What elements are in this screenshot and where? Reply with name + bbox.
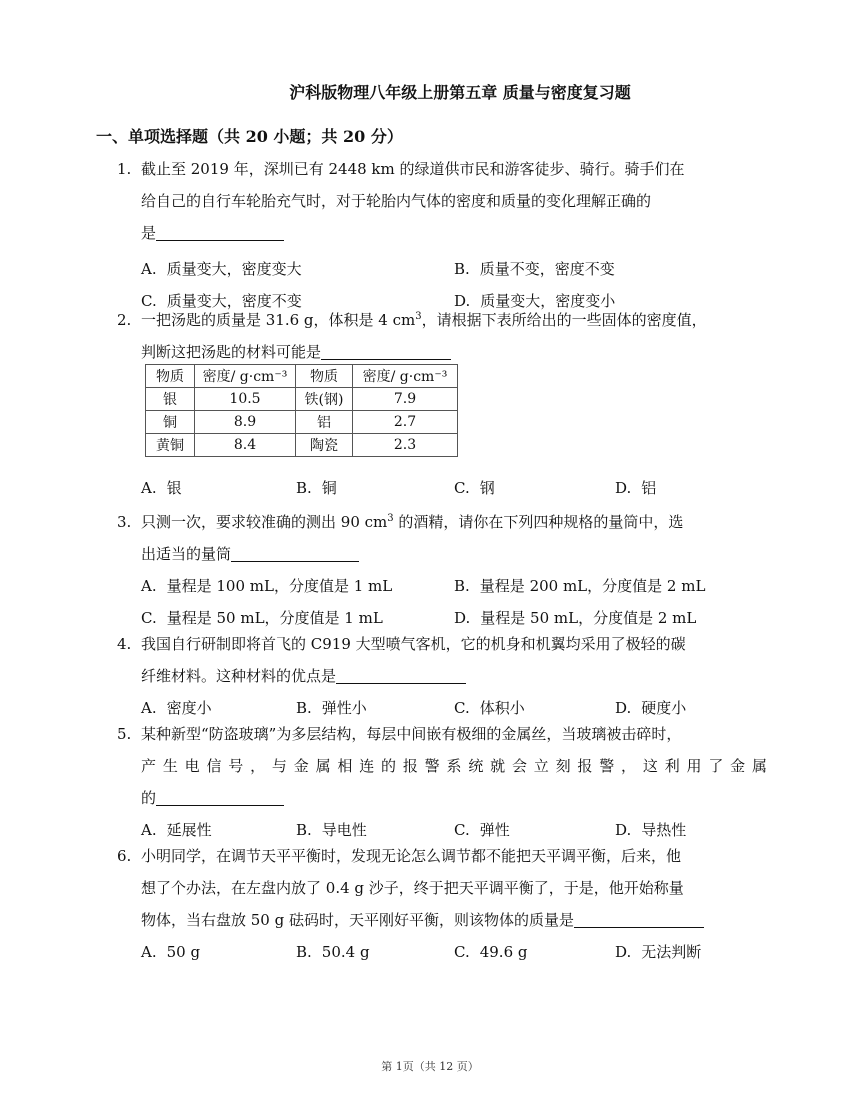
- question-1: [117, 153, 767, 317]
- options-row: [117, 253, 767, 285]
- option-d[interactable]: D. 导热性: [615, 821, 687, 839]
- table-cell: 铁(钢): [296, 388, 353, 411]
- option-b[interactable]: B. 弹性小: [296, 699, 367, 717]
- question-1-stem: [117, 153, 767, 249]
- option-d[interactable]: D. 无法判断: [615, 943, 702, 961]
- page-footer: 第 1页（共 12 页）: [381, 1060, 479, 1073]
- density-table: [145, 364, 458, 457]
- question-line: 是: [141, 224, 157, 242]
- superscript: 3: [415, 311, 422, 322]
- answer-blank[interactable]: [321, 341, 451, 360]
- question-5-stem: [117, 718, 767, 814]
- question-number: 4.: [117, 635, 132, 653]
- question-line: 一把汤匙的质量是 31.6 g，体积是 4 cm: [141, 311, 416, 329]
- table-header: 物质: [296, 365, 353, 388]
- question-line: 想了个办法，在左盘内放了 0.4 g 沙子，终于把天平调平衡了，于是，他开始称量: [141, 879, 684, 897]
- table-row: [146, 411, 458, 434]
- option-b[interactable]: B. 铜: [296, 479, 337, 497]
- option-c[interactable]: C. 49.6 g: [454, 943, 528, 961]
- question-line: 只测一次，要求较准确的测出 90 cm: [141, 513, 388, 531]
- option-d[interactable]: D. 硬度小: [615, 699, 687, 717]
- answer-blank[interactable]: [231, 543, 359, 562]
- answer-blank[interactable]: [156, 222, 284, 241]
- question-2-options: [117, 472, 767, 504]
- question-line: 我国自行研制即将首飞的 C919 大型喷气客机，它的机身和机翼均采用了极轻的碳: [141, 635, 686, 653]
- table-cell: 铝: [296, 411, 353, 434]
- option-b[interactable]: B. 量程是 200 mL，分度值是 2 mL: [454, 577, 706, 595]
- superscript: 3: [387, 513, 394, 524]
- question-number: 1.: [117, 160, 132, 178]
- section-heading: 一、单项选择题（共 20 小题；共 20 分）: [96, 127, 403, 146]
- question-2-stem: [117, 304, 767, 368]
- answer-blank[interactable]: [156, 787, 284, 806]
- question-line: ，请根据下表所给出的一些固体的密度值，: [421, 311, 707, 329]
- question-line-last: [117, 217, 767, 249]
- option-b[interactable]: B. 质量不变，密度不变: [454, 260, 615, 278]
- table-cell: 铜: [146, 411, 195, 434]
- question-3: [117, 506, 767, 634]
- question-line: 产生电信号，与金属相连的报警系统就会立刻报警，这利用了金属: [141, 757, 767, 775]
- table-cell: 8.4: [195, 434, 296, 457]
- question-line-last: [117, 538, 767, 570]
- question-2: [117, 304, 767, 368]
- option-c[interactable]: C. 弹性: [454, 821, 510, 839]
- question-line: 纤维材料。这种材料的优点是: [141, 667, 337, 685]
- option-d[interactable]: D. 量程是 50 mL，分度值是 2 mL: [454, 609, 697, 627]
- option-a[interactable]: A. 延展性: [141, 821, 212, 839]
- option-d[interactable]: D. 铝: [615, 479, 657, 497]
- table-row: [146, 388, 458, 411]
- question-line: 的酒精，请你在下列四种规格的量筒中，选: [393, 513, 684, 531]
- table-cell: 2.7: [353, 411, 458, 434]
- question-5: [117, 718, 767, 846]
- question-number: 2.: [117, 311, 132, 329]
- question-4-stem: [117, 628, 767, 692]
- question-6: [117, 840, 767, 968]
- question-number: 6.: [117, 847, 132, 865]
- question-line: 的: [141, 789, 157, 807]
- option-a[interactable]: A. 量程是 100 mL，分度值是 1 mL: [141, 577, 393, 595]
- question-line: 出适当的量筒: [141, 545, 232, 563]
- question-line: 小明同学，在调节天平平衡时，发现无论怎么调节都不能把天平调平衡，后来，他: [141, 847, 682, 865]
- table-row: [146, 434, 458, 457]
- option-d[interactable]: D. 质量变大，密度变小: [454, 292, 616, 310]
- table-cell: 黄铜: [146, 434, 195, 457]
- table-header: 物质: [146, 365, 195, 388]
- question-number: 3.: [117, 513, 132, 531]
- table-cell: 7.9: [353, 388, 458, 411]
- question-3-stem: [117, 506, 767, 570]
- answer-blank[interactable]: [574, 909, 704, 928]
- table-header: 密度/ g·cm⁻³: [353, 365, 458, 388]
- table-header-row: [146, 365, 458, 388]
- question-line-last: [117, 904, 767, 936]
- option-b[interactable]: B. 导电性: [296, 821, 367, 839]
- option-c[interactable]: C. 体积小: [454, 699, 525, 717]
- question-line-last: [117, 660, 767, 692]
- question-line: 物体，当右盘放 50 g 砝码时，天平刚好平衡，则该物体的质量是: [141, 911, 574, 929]
- table-cell: 银: [146, 388, 195, 411]
- table-cell: 2.3: [353, 434, 458, 457]
- option-a[interactable]: A. 质量变大，密度变大: [141, 260, 302, 278]
- options-row: [117, 936, 767, 968]
- option-a[interactable]: A. 银: [141, 479, 182, 497]
- option-a[interactable]: A. 密度小: [141, 699, 212, 717]
- options-row: [117, 570, 767, 602]
- table-header: 密度/ g·cm⁻³: [195, 365, 296, 388]
- question-line: 某种新型“防盗玻璃”为多层结构，每层中间嵌有极细的金属丝，当玻璃被击碎时，: [141, 725, 682, 743]
- option-b[interactable]: B. 50.4 g: [296, 943, 370, 961]
- table-cell: 陶瓷: [296, 434, 353, 457]
- option-c[interactable]: C. 钢: [454, 479, 495, 497]
- answer-blank[interactable]: [336, 665, 466, 684]
- option-c[interactable]: C. 质量变大，密度不变: [141, 292, 302, 310]
- question-6-stem: [117, 840, 767, 936]
- table-cell: 10.5: [195, 388, 296, 411]
- option-c[interactable]: C. 量程是 50 mL，分度值是 1 mL: [141, 609, 383, 627]
- question-number: 5.: [117, 725, 132, 743]
- table-cell: 8.9: [195, 411, 296, 434]
- options-row: [117, 472, 767, 504]
- question-line: 截止至 2019 年，深圳已有 2448 km 的绿道供市民和游客徒步、骑行。骑手们在: [141, 160, 685, 178]
- option-a[interactable]: A. 50 g: [141, 943, 201, 961]
- question-line: 判断这把汤匙的材料可能是: [141, 343, 322, 361]
- question-line-last: [117, 782, 767, 814]
- page-title: 沪科版物理八年级上册第五章 质量与密度复习题: [289, 83, 631, 102]
- question-4: [117, 628, 767, 724]
- question-line: 给自己的自行车轮胎充气时，对于轮胎内气体的密度和质量的变化理解正确的: [141, 192, 652, 210]
